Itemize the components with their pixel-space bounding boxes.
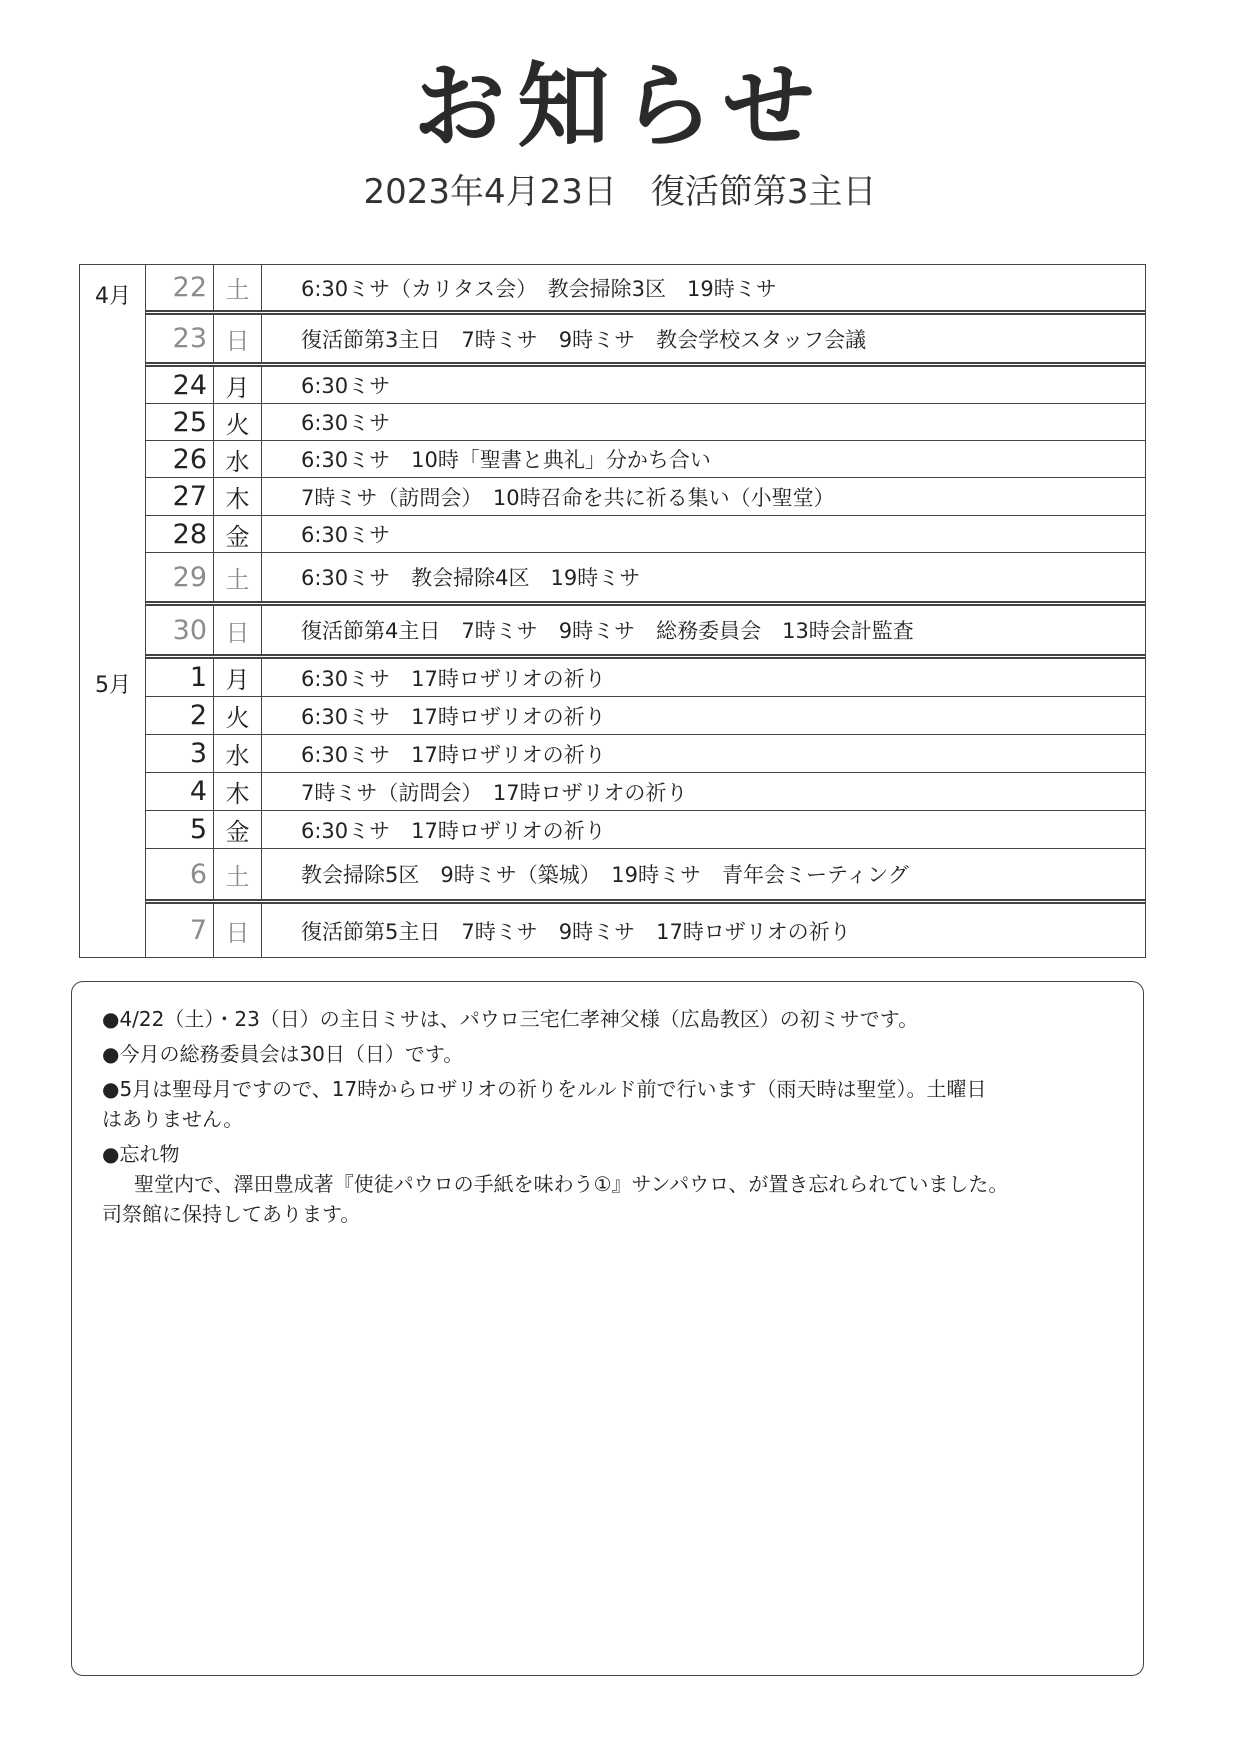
event-text: 復活節第5主日 7時ミサ 9時ミサ 17時ロザリオの祈り (301, 919, 851, 944)
day-of-week: 金 (214, 811, 262, 848)
day-number: 25 (146, 404, 214, 440)
day-number: 3 (146, 735, 214, 772)
event-text: 6:30ミサ 教会掃除4区 19時ミサ (301, 566, 641, 590)
day-number: 1 (146, 659, 214, 696)
table-row (146, 904, 1145, 957)
month-label-may: 5月 (95, 673, 131, 698)
event-text: 7時ミサ（訪問会） 17時ロザリオの祈り (301, 780, 688, 805)
event-text: 6:30ミサ（カリタス会） 教会掃除3区 19時ミサ (301, 276, 777, 301)
event-text: 6:30ミサ (301, 411, 391, 435)
notice-rosary-line2: はありません。 (102, 1107, 244, 1131)
month-label-april: 4月 (95, 284, 131, 309)
event-text: 6:30ミサ 17時ロザリオの祈り (301, 742, 606, 767)
day-of-week: 月 (214, 367, 262, 403)
event-text: 6:30ミサ (301, 374, 391, 398)
event-text: 教会掃除5区 9時ミサ（築城） 19時ミサ 青年会ミーティング (301, 863, 909, 887)
day-of-week: 木 (214, 478, 262, 515)
day-number: 6 (146, 849, 214, 899)
day-of-week: 木 (214, 773, 262, 810)
day-of-week: 水 (214, 735, 262, 772)
day-of-week: 日 (214, 315, 262, 362)
table-row (146, 478, 1145, 516)
day-of-week: 火 (214, 404, 262, 440)
event-text: 復活節第4主日 7時ミサ 9時ミサ 総務委員会 13時会計監査 (301, 619, 914, 643)
event-text: 6:30ミサ 10時「聖書と典礼」分かち合い (301, 448, 711, 472)
table-row (146, 404, 1145, 441)
day-of-week: 土 (214, 265, 262, 310)
event-text: 6:30ミサ 17時ロザリオの祈り (301, 666, 606, 691)
event-text: 6:30ミサ 17時ロザリオの祈り (301, 818, 606, 843)
day-number: 5 (146, 811, 214, 848)
day-number: 29 (146, 553, 214, 601)
day-number: 28 (146, 516, 214, 552)
notice-lost-heading: ●忘れ物 (102, 1142, 180, 1166)
table-row (146, 367, 1145, 404)
notice-lost-line2: 司祭館に保持してあります。 (102, 1202, 361, 1226)
notice-lost-line1: 聖堂内で、澤田豊成著『使徒パウロの手紙を味わう①』サンパウロ、が置き忘れられていました。 (134, 1172, 1009, 1196)
day-of-week: 月 (214, 659, 262, 696)
table-row (146, 735, 1145, 773)
page-subtitle: 2023年4月23日 復活節第3主日 (363, 172, 877, 212)
notice-rosary (102, 1074, 1113, 1134)
month-column (80, 265, 146, 957)
day-number: 7 (146, 904, 214, 957)
table-row (146, 659, 1145, 697)
event-text: 6:30ミサ 17時ロザリオの祈り (301, 704, 606, 729)
day-number: 24 (146, 367, 214, 403)
table-row (146, 849, 1145, 904)
day-number: 26 (146, 441, 214, 477)
event-text: 6:30ミサ (301, 523, 391, 547)
day-number: 23 (146, 315, 214, 362)
event-text: 復活節第3主日 7時ミサ 9時ミサ 教会学校スタッフ会議 (301, 327, 867, 352)
table-row (146, 265, 1145, 315)
day-of-week: 金 (214, 516, 262, 552)
table-row (146, 441, 1145, 478)
event-text: 7時ミサ（訪問会） 10時召命を共に祈る集い（小聖堂） (301, 485, 835, 510)
day-of-week: 日 (214, 904, 262, 957)
notice-first-mass: ●4/22（土）・23（日）の主日ミサは、パウロ三宅仁孝神父様（広島教区）の初ミサです。 (102, 1007, 919, 1031)
day-of-week: 水 (214, 441, 262, 477)
table-row (146, 516, 1145, 553)
table-row (146, 697, 1145, 735)
day-number: 22 (146, 265, 214, 310)
notices-box (71, 981, 1144, 1676)
day-number: 30 (146, 606, 214, 654)
day-number: 2 (146, 697, 214, 734)
page-title: お知らせ (413, 53, 827, 160)
notice-lost-item (102, 1139, 1113, 1229)
day-of-week: 日 (214, 606, 262, 654)
table-row (146, 553, 1145, 606)
table-row (146, 811, 1145, 849)
day-of-week: 土 (214, 849, 262, 899)
notice-rosary-line1: ●5月は聖母月ですので、17時からロザリオの祈りをルルド前で行います（雨天時は聖堂）。土曜日 (102, 1077, 987, 1101)
day-of-week: 土 (214, 553, 262, 601)
table-row (146, 773, 1145, 811)
day-number: 4 (146, 773, 214, 810)
table-row (146, 606, 1145, 659)
day-of-week: 火 (214, 697, 262, 734)
table-row (146, 315, 1145, 367)
day-number: 27 (146, 478, 214, 515)
schedule-table (79, 264, 1146, 958)
notice-committee: ●今月の総務委員会は30日（日）です。 (102, 1042, 464, 1066)
